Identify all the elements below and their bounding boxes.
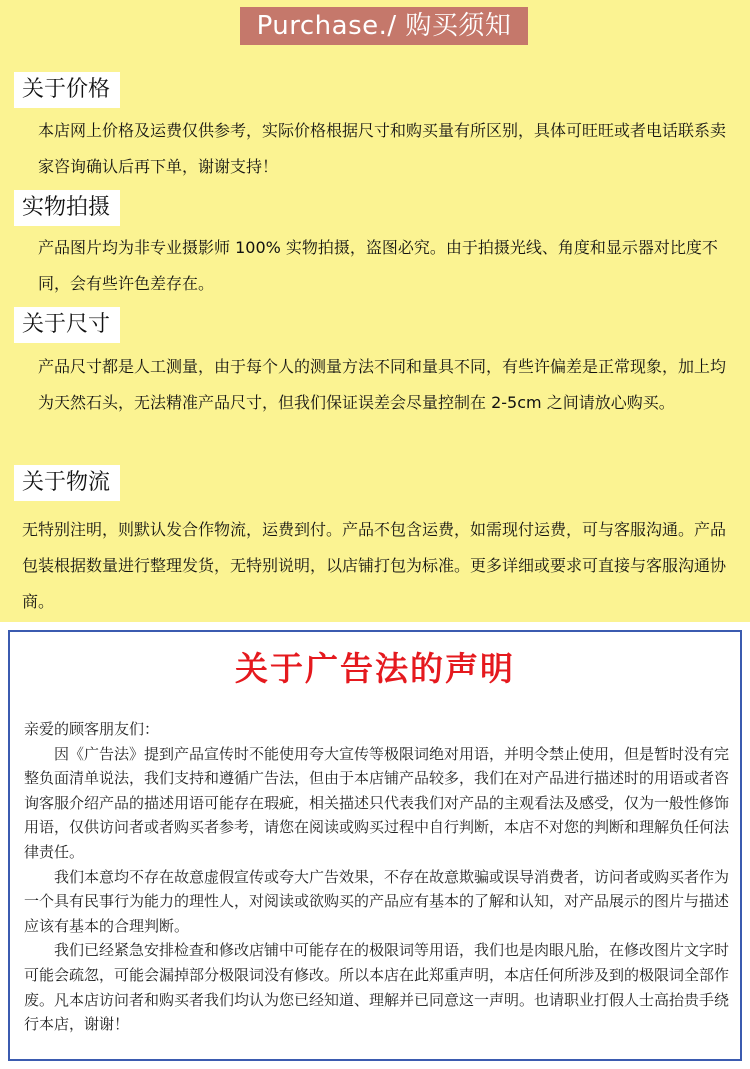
purchase-banner: Purchase./ 购买须知 — [240, 7, 528, 45]
section-title-size: 关于尺寸 — [14, 307, 120, 343]
section-title-photo: 实物拍摄 — [14, 190, 120, 226]
section-title-logistics: 关于物流 — [14, 465, 120, 501]
section-text-price: 本店网上价格及运费仅供参考，实际价格根据尺寸和购买量有所区别，具体可旺旺或者电话联系卖家咨询确认后再下单，谢谢支持！ — [38, 121, 727, 176]
declaration-body — [24, 717, 736, 1037]
section-title-price: 关于价格 — [14, 72, 120, 108]
declaration-paragraph: 因《广告法》提到产品宣传时不能使用夸大宣传等极限词绝对用语，并明令禁止使用，但是暂时没有完整负面清单说法，我们支持和遵循广告法，但由于本店铺产品较多，我们在对产品进行描述时的用语或者咨询客服介绍产品的描述用语可能存在瑕疵，相关描述只代表我们对产品的主观看法及感受，仅为一般性修饰用语，仅供访问者或者购买者参考，请您在阅读或购买过程中自行判断，本店不对您的判断和理解负任何法律责任。 — [24, 744, 730, 861]
declaration-paragraph: 我们已经紧急安排检查和修改店铺中可能存在的极限词等用语，我们也是肉眼凡胎，在修改图片文字时可能会疏忽，可能会漏掉部分极限词没有修改。所以本店在此郑重声明，本店任何所涉及到的极限词全部作废。凡本店访问者和购买者我们均认为您已经知道、理解并已同意这一声明。也请职业打假人士高抬贵手绕行本店，谢谢！ — [24, 941, 730, 1034]
declaration-greeting: 亲爱的顾客朋友们： — [24, 720, 160, 738]
declaration-title: 关于广告法的声明 — [235, 649, 515, 688]
declaration-paragraph: 我们本意均不存在故意虚假宣传或夸大广告效果，不存在故意欺骗或误导消费者，访问者或购买者作为一个具有民事行为能力的理性人，对阅读或欲购买的产品应有基本的了解和认知，对产品展示的图片与描述应该有基本的合理判断。 — [24, 867, 730, 935]
section-text-logistics: 无特别注明，则默认发合作物流，运费到付。产品不包含运费，如需现付运费，可与客服沟通。产品包装根据数量进行整理发货，无特别说明，以店铺打包为标准。更多详细或要求可直接与客服沟通协商。 — [22, 520, 727, 611]
section-text-photo: 产品图片均为非专业摄影师 100% 实物拍摄，盗图必究。由于拍摄光线、角度和显示器对比度不同，会有些许色差存在。 — [38, 238, 718, 293]
section-text-size: 产品尺寸都是人工测量，由于每个人的测量方法不同和量具不同，有些许偏差是正常现象，加上均为天然石头，无法精准产品尺寸，但我们保证误差会尽量控制在 2-5cm 之间请放心购买。 — [38, 357, 727, 412]
